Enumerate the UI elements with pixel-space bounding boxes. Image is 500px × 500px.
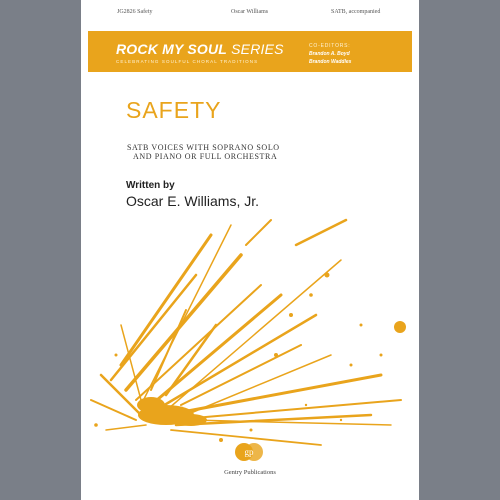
header-row	[81, 9, 419, 21]
voicing-description	[127, 143, 280, 161]
coeditor-name: Brandon A. Boyd	[309, 51, 350, 57]
catalog-number: JG2826 Safety	[117, 9, 153, 15]
piece-title: SAFETY	[126, 97, 222, 123]
series-title	[116, 41, 284, 57]
composer-name: Oscar E. Williams, Jr.	[126, 193, 260, 209]
coeditors-label: CO-EDITORS:	[309, 43, 351, 49]
coeditor-name: Brandon Waddles	[309, 59, 352, 65]
series-title-light: SERIES	[227, 41, 284, 57]
header-voicing: SATB, accompanied	[331, 9, 381, 15]
logo-monogram: gp	[244, 447, 254, 457]
voicing-line: SATB VOICES WITH SOPRANO SOLO	[127, 143, 280, 152]
written-by-label: Written by	[126, 180, 175, 191]
publisher-logo	[229, 440, 269, 466]
publisher-name: Gentry Publications	[224, 469, 276, 476]
series-banner	[88, 31, 412, 72]
series-title-bold: ROCK MY SOUL	[116, 41, 228, 57]
header-composer: Oscar Williams	[231, 9, 269, 15]
score-cover	[81, 0, 419, 500]
series-subtitle: CELEBRATING SOULFUL CHORAL TRADITIONS	[116, 59, 259, 64]
paint-splash-illustration	[81, 215, 419, 450]
voicing-line: AND PIANO OR FULL ORCHESTRA	[133, 152, 278, 161]
